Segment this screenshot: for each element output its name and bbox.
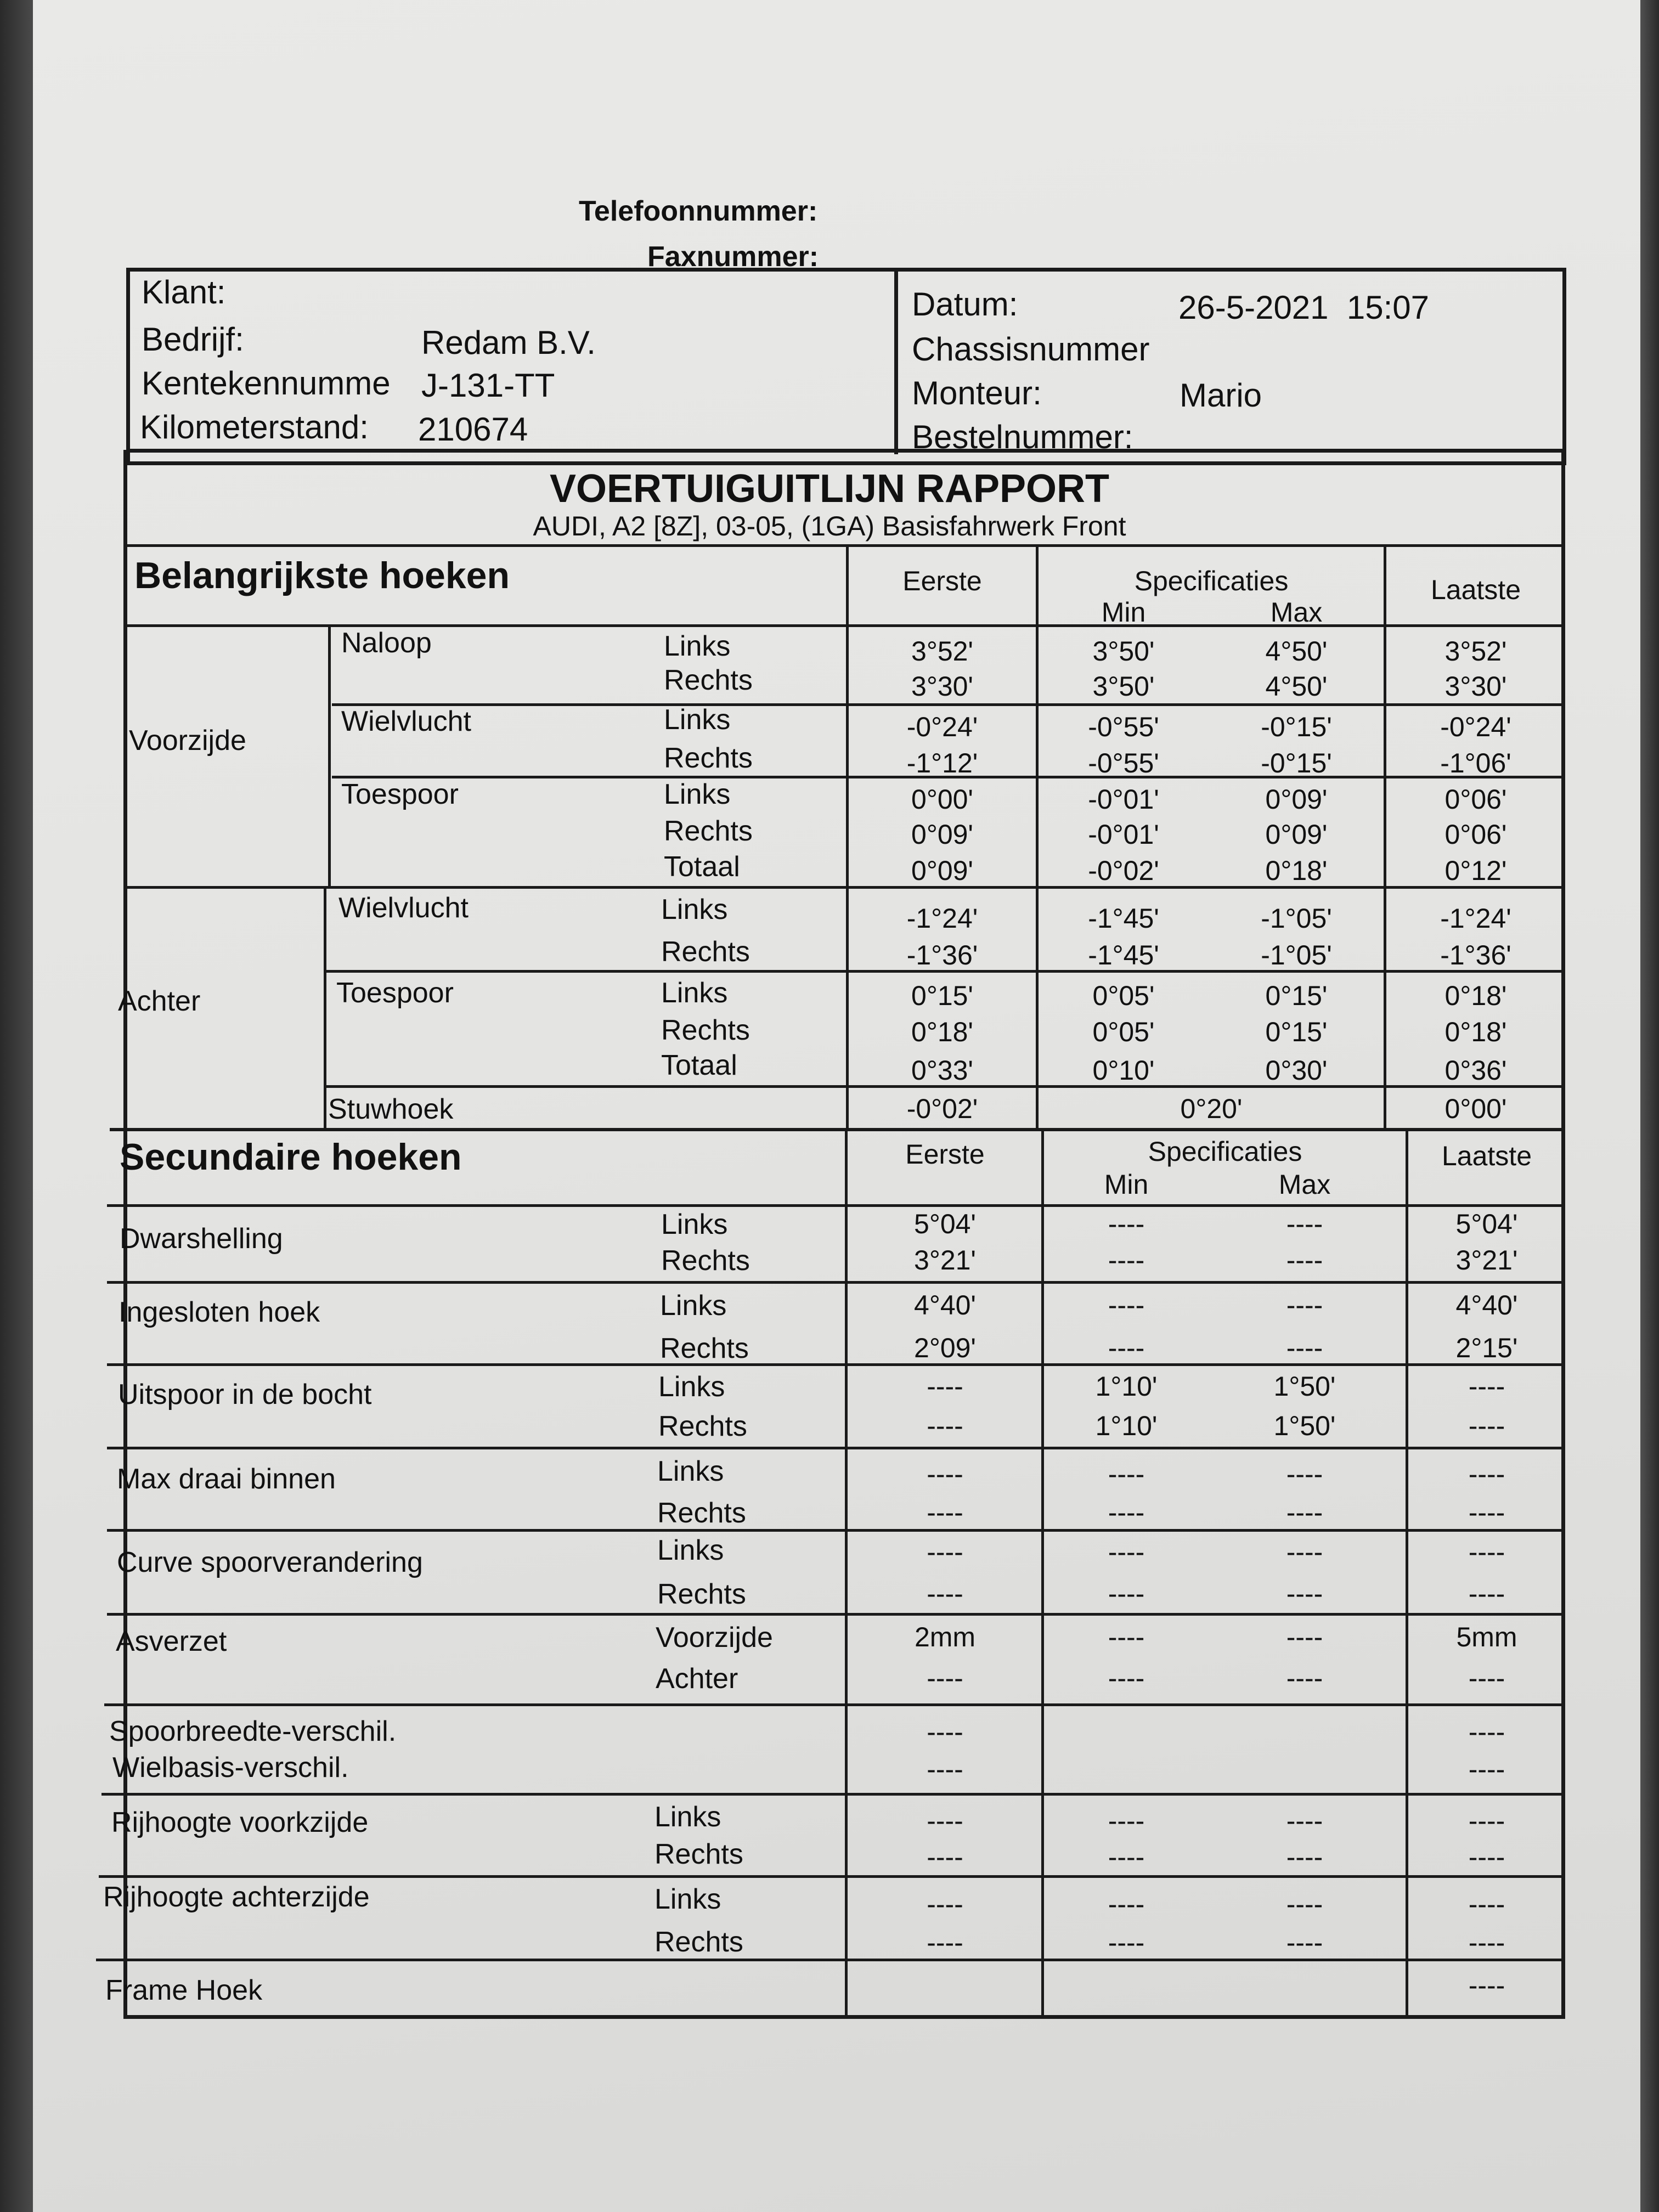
value-cell: 0°09' [1265,819,1328,850]
value-cell: 0°09' [1265,784,1328,815]
side-label: Links [657,1534,724,1566]
value-cell: ---- [1286,1889,1323,1920]
side-label: Links [658,1371,725,1403]
value-cell: 3°52' [911,636,973,667]
value-cell: 1°50' [1273,1371,1336,1402]
stuwhoek-label: Stuwhoek [328,1093,454,1125]
side-label: Rechts [657,1578,746,1610]
value-cell: 0°15' [1265,1017,1328,1047]
value-cell: 0°00' [911,784,973,815]
secondary-heading: Secundaire hoeken [120,1136,462,1178]
value-cell: ---- [1468,1805,1505,1836]
side-label: Achter [656,1663,738,1695]
value-cell: -1°24' [906,903,978,934]
toespoor-voor-label: Toespoor [341,778,459,810]
value-cell: ---- [1108,1497,1145,1528]
value-cell: ---- [927,1805,963,1836]
value-cell: ---- [1468,1927,1505,1958]
value-cell: 1°10' [1095,1410,1158,1441]
value-cell: ---- [1468,1537,1505,1567]
value-cell: ---- [1468,1663,1505,1694]
report-subtitle: AUDI, A2 [8Z], 03-05, (1GA) Basisfahrwerk Front [533,511,1126,541]
frame-hoek-label: Frame Hoek [105,1974,263,2006]
primary-heading: Belangrijkste hoeken [134,555,510,596]
value-cell: ---- [1286,1927,1323,1958]
value-cell: 1°50' [1273,1410,1336,1441]
sec-col-laatste: Laatste [1441,1141,1532,1171]
value-cell: 3°50' [1092,671,1155,702]
value-cell: 2°15' [1455,1333,1518,1363]
value-cell: 2°09' [914,1333,976,1363]
side-label: Links [660,1290,727,1322]
value-cell: ---- [1286,1842,1323,1872]
side-label: Links [661,977,728,1009]
client-divider [894,268,898,454]
value-cell: ---- [1286,1578,1323,1609]
chassis-label: Chassisnummer [912,331,1150,368]
value-cell: ---- [1108,1459,1145,1489]
report-title: VOERTUIGUITLIJN RAPPORT [549,467,1110,511]
value-cell: 5°04' [914,1209,976,1239]
value-cell: 5°04' [1455,1209,1518,1239]
value-cell: 3°21' [914,1245,976,1276]
value-cell: ---- [1108,1805,1145,1836]
value-cell: -0°01' [1088,784,1159,815]
rule [123,544,1565,547]
value-cell: -1°05' [1261,903,1332,934]
uitspoor-label: Uitspoor in de bocht [118,1379,372,1410]
value-cell: ---- [1108,1927,1145,1958]
value-cell: -1°45' [1088,903,1159,934]
stuwhoek-spec: 0°20' [1180,1093,1243,1124]
rule [332,703,1565,706]
monteur-label: Monteur: [912,375,1042,411]
side-label: Links [664,630,731,662]
side-label: Rechts [664,815,753,847]
sec-col-max: Max [1278,1169,1331,1200]
wielvlucht-voor-label: Wielvlucht [341,706,471,737]
value-cell: ---- [1468,1889,1505,1920]
wielbasis-laatste: ---- [1468,1754,1505,1785]
spoorbreedte-label: Spoorbreedte-verschil. [109,1716,397,1747]
frame-laatste: ---- [1468,1970,1505,2001]
side-label: Totaal [664,851,740,883]
value-cell: 3°50' [1092,636,1155,667]
value-cell: 4°50' [1265,636,1328,667]
value-cell: ---- [1468,1371,1505,1402]
value-cell: ---- [927,1410,963,1441]
km-label: Kilometerstand: [140,409,369,445]
km-value: 210674 [418,411,528,448]
curve-label: Curve spoorverandering [117,1547,423,1578]
bestel-label: Bestelnummer: [912,419,1133,455]
rule [96,1959,1565,1961]
fax-label: Faxnummer: [647,241,819,273]
kenteken-label: Kentekennumme [142,365,391,402]
value-cell: ---- [1108,1290,1145,1321]
value-cell: ---- [1108,1622,1145,1652]
value-cell: -0°55' [1088,712,1159,742]
value-cell: ---- [927,1459,963,1489]
value-cell: -1°36' [906,940,978,970]
value-cell: 4°40' [1455,1290,1518,1321]
toespoor-achter-label: Toespoor [336,977,454,1009]
side-label: Rechts [658,1410,747,1442]
stuwhoek-eerste: -0°02' [906,1093,978,1124]
background-right [1640,0,1659,2212]
kenteken-value: J-131-TT [421,367,555,404]
value-cell: -0°15' [1261,748,1332,778]
value-cell: ---- [1468,1842,1505,1872]
value-cell: -1°05' [1261,940,1332,970]
value-cell: 0°18' [1444,1017,1507,1047]
value-cell: ---- [1108,1333,1145,1363]
value-cell: ---- [1286,1333,1323,1363]
value-cell: ---- [927,1578,963,1609]
bedrijf-label: Bedrijf: [142,321,244,358]
value-cell: ---- [1468,1578,1505,1609]
value-cell: 4°40' [914,1290,976,1321]
side-label: Rechts [661,936,750,968]
side-label: Links [654,1801,721,1833]
value-cell: ---- [1286,1805,1323,1836]
value-cell: ---- [1468,1459,1505,1489]
rijhoogte-achter-label: Rijhoogte achterzijde [103,1881,370,1913]
value-cell: 4°50' [1265,671,1328,702]
wielvlucht-achter-label: Wielvlucht [338,892,469,924]
side-label: Totaal [661,1049,737,1081]
rule [110,1128,1565,1131]
value-cell: -0°02' [1088,855,1159,886]
value-cell: -0°55' [1088,748,1159,778]
achter-label: Achter [118,985,201,1017]
value-cell: 0°06' [1444,784,1507,815]
value-cell: ---- [927,1842,963,1872]
side-label: Rechts [664,742,753,774]
value-cell: 0°18' [911,1017,973,1047]
value-cell: ---- [1108,1663,1145,1694]
value-cell: -1°24' [1440,903,1511,934]
value-cell: ---- [1286,1209,1323,1239]
maxdraai-label: Max draai binnen [117,1463,336,1495]
value-cell: ---- [1108,1537,1145,1567]
col-min: Min [1101,597,1146,628]
value-cell: ---- [1286,1245,1323,1276]
telefoon-label: Telefoonnummer: [579,195,818,227]
value-cell: 1°10' [1095,1371,1158,1402]
value-cell: ---- [1286,1497,1323,1528]
value-cell: ---- [1286,1622,1323,1652]
ingesloten-label: Ingesloten hoek [119,1296,320,1328]
rule [107,1529,1565,1532]
rule [324,886,326,1128]
col-spec: Specificaties [1134,566,1289,596]
value-cell: ---- [927,1889,963,1920]
datum-label: Datum: [912,286,1018,323]
voorzijde-label: Voorzijde [129,725,246,757]
rule [107,1613,1565,1616]
value-cell: 0°15' [1265,980,1328,1011]
value-cell: 0°15' [911,980,973,1011]
value-cell: 0°09' [911,819,973,850]
value-cell: 3°30' [1444,671,1507,702]
monteur-value: Mario [1180,377,1262,414]
side-label: Rechts [661,1245,750,1277]
side-label: Links [657,1455,724,1487]
rijhoogte-voor-label: Rijhoogte voorkzijde [111,1807,369,1838]
side-label: Links [661,894,728,926]
value-cell: -0°01' [1088,819,1159,850]
wielbasis-label: Wielbasis-verschil. [112,1752,349,1784]
value-cell: -0°24' [1440,712,1511,742]
value-cell: ---- [1108,1209,1145,1239]
col-eerste: Eerste [902,566,982,596]
value-cell: 3°30' [911,671,973,702]
col-laatste: Laatste [1430,574,1521,605]
background-left [0,0,33,2212]
value-cell: ---- [1108,1842,1145,1872]
datum-value: 26-5-2021 15:07 [1178,289,1430,326]
sec-col-spec: Specificaties [1148,1136,1302,1167]
side-label: Rechts [661,1014,750,1046]
value-cell: 3°52' [1444,636,1507,667]
rule [107,1447,1565,1449]
value-cell: 0°09' [911,855,973,886]
value-cell: ---- [1108,1889,1145,1920]
asverzet-label: Asverzet [116,1626,227,1657]
value-cell: 0°06' [1444,819,1507,850]
value-cell: ---- [1468,1497,1505,1528]
rule [101,1793,1565,1796]
side-label: Voorzijde [656,1622,773,1654]
rule [328,624,331,886]
value-cell: 0°12' [1444,855,1507,886]
rule [99,1875,1565,1878]
spoorbreedte-laatste: ---- [1468,1717,1505,1747]
value-cell: 0°33' [911,1055,973,1086]
value-cell: ---- [1286,1290,1323,1321]
side-label: Rechts [660,1333,749,1364]
value-cell: -1°12' [906,748,978,778]
value-cell: ---- [927,1663,963,1694]
value-cell: 2mm [914,1622,976,1652]
value-cell: 0°05' [1092,1017,1155,1047]
value-cell: ---- [927,1927,963,1958]
side-label: Rechts [654,1926,743,1958]
value-cell: 0°18' [1444,980,1507,1011]
side-label: Rechts [664,664,753,696]
stuwhoek-laatste: 0°00' [1444,1093,1507,1124]
spoorbreedte-eerste: ---- [927,1717,963,1747]
value-cell: 3°21' [1455,1245,1518,1276]
value-cell: ---- [927,1497,963,1528]
dwarshelling-label: Dwarshelling [120,1223,283,1255]
side-label: Rechts [654,1838,743,1870]
col-max: Max [1270,597,1323,628]
value-cell: ---- [927,1537,963,1567]
side-label: Links [654,1883,721,1915]
side-label: Links [661,1209,728,1240]
value-cell: -1°45' [1088,940,1159,970]
value-cell: 5mm [1456,1622,1517,1652]
value-cell: ---- [1286,1663,1323,1694]
wielbasis-eerste: ---- [927,1754,963,1785]
side-label: Links [664,704,731,736]
value-cell: ---- [1286,1537,1323,1567]
bedrijf-value: Redam B.V. [421,324,596,361]
value-cell: -0°15' [1261,712,1332,742]
value-cell: -1°06' [1440,748,1511,778]
value-cell: ---- [927,1371,963,1402]
value-cell: 0°10' [1092,1055,1155,1086]
rule [104,1703,1565,1706]
rule [107,1204,1565,1207]
value-cell: 0°05' [1092,980,1155,1011]
naloop-label: Naloop [341,627,432,659]
value-cell: ---- [1468,1410,1505,1441]
value-cell: ---- [1286,1459,1323,1489]
value-cell: 0°36' [1444,1055,1507,1086]
value-cell: -0°24' [906,712,978,742]
value-cell: -1°36' [1440,940,1511,970]
side-label: Rechts [657,1497,746,1529]
sec-col-min: Min [1104,1169,1149,1200]
rule [107,1281,1565,1284]
value-cell: 0°18' [1265,855,1328,886]
value-cell: 0°30' [1265,1055,1328,1086]
side-label: Links [664,778,731,810]
value-cell: ---- [1108,1578,1145,1609]
value-cell: ---- [1108,1245,1145,1276]
klant-label: Klant: [142,274,226,311]
sec-col-eerste: Eerste [905,1139,985,1170]
